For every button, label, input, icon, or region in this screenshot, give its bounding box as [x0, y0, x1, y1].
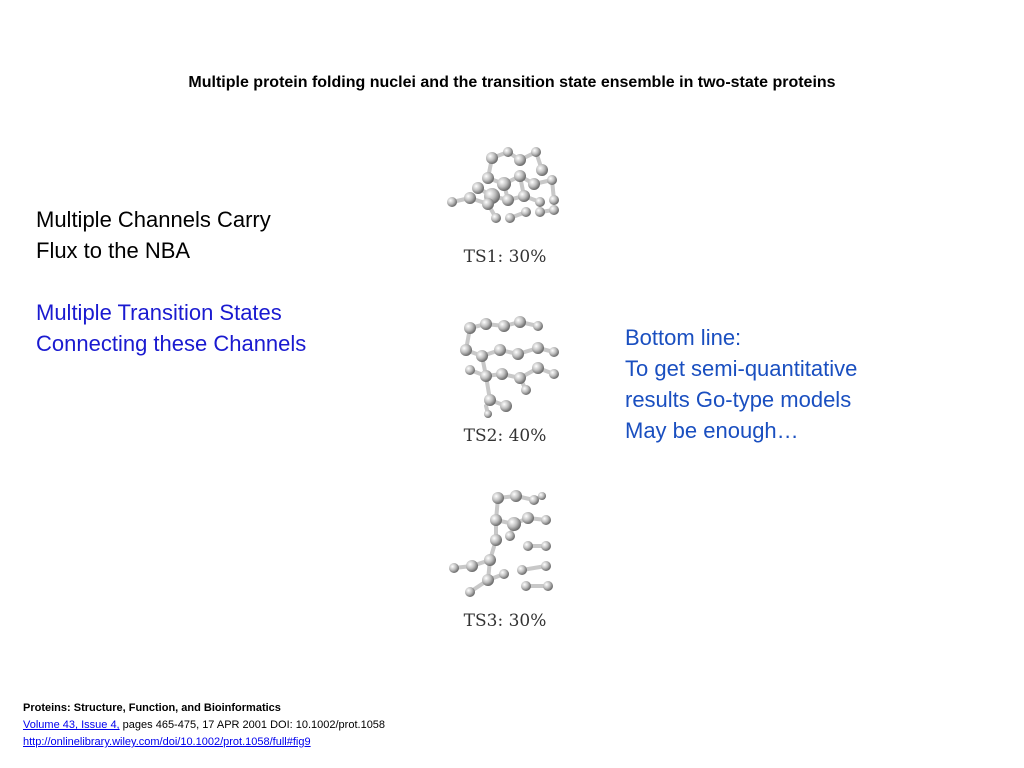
ts3-structure-image — [430, 484, 580, 602]
transition-line-2: Connecting these Channels — [36, 331, 307, 356]
citation-line — [23, 717, 385, 734]
bottom-line-3: results Go-type models — [625, 387, 852, 412]
bottom-line-1: Bottom line: — [625, 325, 742, 350]
bottom-line-4: May be enough… — [625, 418, 799, 443]
journal-name: Proteins: Structure, Function, and Bioinformatics — [23, 702, 281, 714]
ts1-figure — [430, 140, 580, 270]
citation-details: pages 465-475, 17 APR 2001 DOI: 10.1002/prot.1058 — [119, 719, 386, 731]
volume-link[interactable]: Volume 43, Issue 4, — [23, 719, 120, 731]
bottom-line-2: To get semi-quantitative — [625, 356, 858, 381]
ts3-label: TS3: 30% — [463, 611, 547, 631]
transition-states-heading — [36, 297, 396, 359]
transition-line-1: Multiple Transition States — [36, 300, 282, 325]
article-url-link[interactable]: http://onlinelibrary.wiley.com/doi/10.1002/prot.1058/full#fig9 — [23, 736, 311, 748]
left-text-block — [36, 204, 396, 359]
ts2-figure — [430, 310, 580, 446]
ts1-structure-image — [430, 140, 580, 240]
ts3-figure — [430, 484, 580, 631]
ts1-label: TS1: 30% — [463, 247, 547, 267]
url-line — [23, 734, 385, 751]
slide-title: Multiple protein folding nuclei and the transition state ensemble in two-state proteins — [188, 74, 836, 91]
channels-line-1: Multiple Channels Carry — [36, 207, 271, 232]
bottom-line-block — [625, 322, 1005, 446]
channels-line-2: Flux to the NBA — [36, 238, 191, 263]
channels-heading — [36, 204, 396, 266]
ts2-structure-image — [430, 310, 580, 420]
ts2-label: TS2: 40% — [463, 426, 547, 446]
citation-footer — [23, 700, 385, 751]
